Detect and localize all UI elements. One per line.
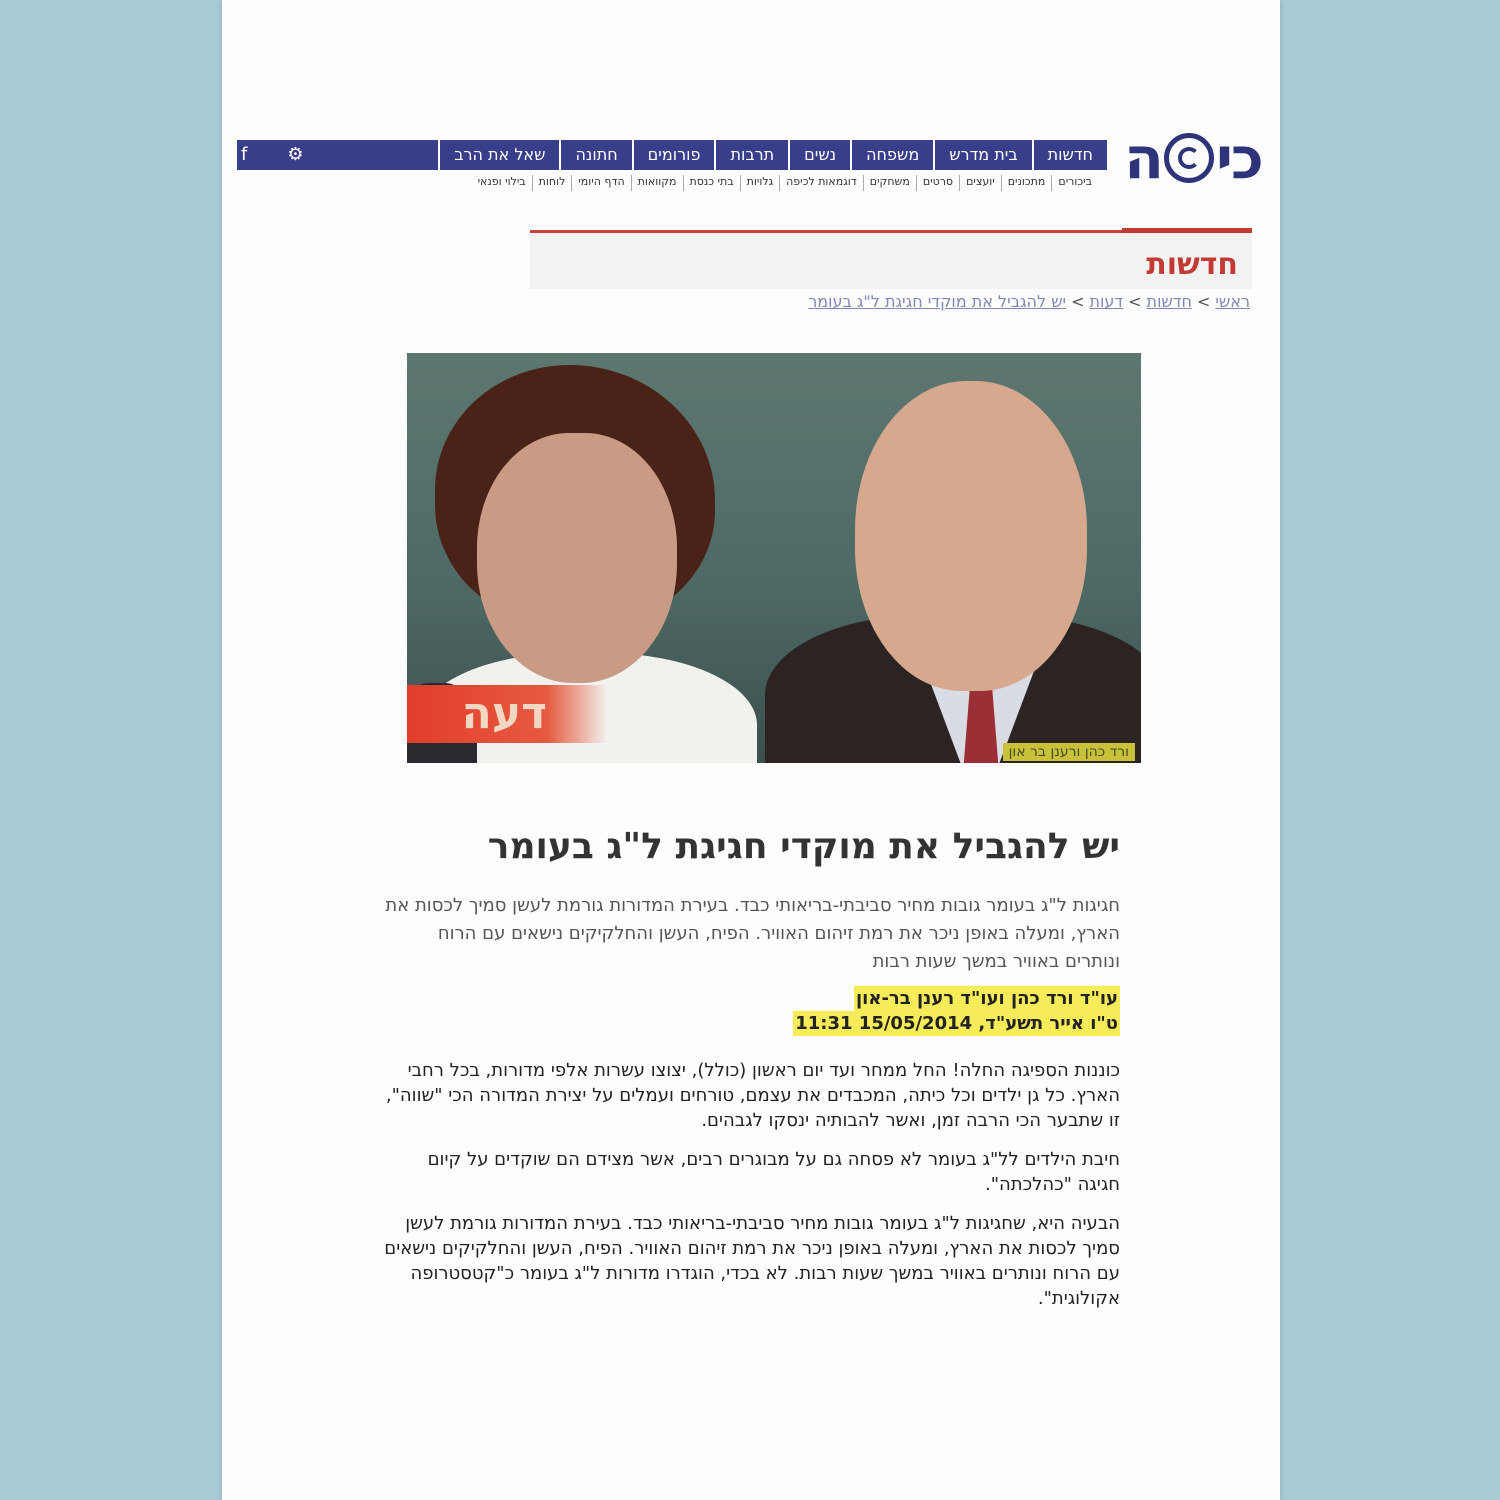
subnav-item[interactable]: משחקים: [863, 175, 916, 191]
opinion-badge: דעה: [407, 685, 607, 743]
breadcrumb-current[interactable]: יש להגביל את מוקדי חגיגת ל"ג בעומר: [808, 292, 1067, 311]
breadcrumb-separator: >: [1071, 292, 1085, 311]
subnav-item[interactable]: דוגמאות לכיפה: [779, 175, 863, 191]
logo-text-part-2: ה: [1124, 124, 1162, 192]
article-photo: [407, 353, 1141, 763]
nav-item-women[interactable]: נשים: [788, 140, 850, 170]
site-logo[interactable]: [1118, 126, 1268, 190]
subnav-item[interactable]: יועצים: [959, 175, 1001, 191]
social-links: [237, 140, 341, 170]
woman-face: [477, 433, 677, 683]
article-paragraph: חיבת הילדים לל"ג בעומר לא פסחה גם על מבוגרים רבים, אשר מצידם הם שוקדים על קיום חגיגה "כהלכתה".: [427, 1149, 1120, 1195]
main-nav: [237, 140, 1107, 170]
article-date: ט"ו אייר תשע"ד, 15/05/2014 11:31: [795, 1013, 1118, 1034]
nav-item-beit-midrash[interactable]: בית מדרש: [933, 140, 1031, 170]
breadcrumb-home[interactable]: ראשי: [1215, 292, 1250, 311]
nav-item-culture[interactable]: תרבות: [714, 140, 788, 170]
nav-item-forums[interactable]: פורומים: [632, 140, 715, 170]
article-paragraph: כוננות הספיגה החלה! החל ממחר ועד יום ראשון (כולל), יצוצו עשרות אלפי מדורות, בכל רחבי הארץ. כל גן ילדים וכל כיתה, המכבדים את עצמם, טורחים ועמלים על יצירת המדורה הכי "שווה", זו שתבער הכי הרבה זמן, ואשר להבותיה ינסקו לגבהים.: [385, 1060, 1120, 1131]
nav-item-wedding[interactable]: חתונה: [559, 140, 631, 170]
subnav-item[interactable]: מתכונים: [1001, 175, 1052, 191]
photo-credit: ורד כהן ורענן בר און: [1003, 743, 1135, 761]
subnav-item[interactable]: הדף היומי: [571, 175, 630, 191]
subnav-item[interactable]: בתי כנסת: [683, 175, 740, 191]
breadcrumb: [808, 292, 1250, 311]
breadcrumb-separator: >: [1196, 292, 1211, 311]
section-header: [530, 230, 1252, 289]
breadcrumb-separator: >: [1128, 292, 1142, 311]
subnav-item[interactable]: גלויות: [740, 175, 779, 191]
subnav-item[interactable]: בילוי ופנאי: [477, 175, 526, 188]
logo-swirl-icon: [1164, 133, 1214, 183]
sub-nav: [398, 175, 1098, 191]
article-body: [380, 1058, 1120, 1325]
article-author: עו"ד ורד כהן ועו"ד רענן בר-און: [855, 988, 1118, 1009]
subnav-item[interactable]: סרטים: [916, 175, 959, 191]
article-byline: [793, 986, 1120, 1036]
subnav-item[interactable]: לוחות: [532, 175, 572, 191]
man-head: [855, 381, 1087, 691]
android-icon[interactable]: ⚙: [287, 144, 304, 165]
article-lead: חגיגות ל"ג בעומר גובות מחיר סביבתי-בריאותי כבד. בעירת המדורות גורמת לעשן סמיך לכסות את הארץ, ומעלה באופן ניכר את רמת זיהום האוויר. הפיח, העשן והחלקיקים נישאים עם הרוח ונותרים באוויר במשך שעות רבות: [385, 895, 1120, 972]
subnav-item[interactable]: מקוואות: [631, 175, 683, 191]
facebook-icon[interactable]: f: [241, 144, 248, 165]
breadcrumb-news[interactable]: חדשות: [1146, 292, 1192, 311]
nav-item-ask-rabbi[interactable]: שאל את הרב: [438, 140, 559, 170]
logo-text-part-1: כי: [1215, 124, 1262, 192]
article-headline: יש להגביל את מוקדי חגיגת ל"ג בעומר: [487, 826, 1120, 867]
article-paragraph: הבעיה היא, שחגיגות ל"ג בעומר גובות מחיר סביבתי-בריאותי כבד. בעירת המדורות גורמת לעשן סמיך לכסות את הארץ, ומעלה באופן ניכר את רמת זיהום האוויר. הפיח, העשן והחלקיקים נישאים עם הרוח ונותרים באוויר במשך שעות רבות. לא בכדי, הוגדרו מדורות ל"ג בעומר כ"קטסטרופה אקולוגית".: [384, 1213, 1120, 1309]
nav-item-family[interactable]: משפחה: [850, 140, 933, 170]
breadcrumb-opinions[interactable]: דעות: [1089, 292, 1124, 311]
nav-item-news[interactable]: חדשות: [1032, 140, 1107, 170]
subnav-item[interactable]: ביכורים: [1051, 175, 1098, 191]
section-title: חדשות: [1146, 247, 1238, 282]
